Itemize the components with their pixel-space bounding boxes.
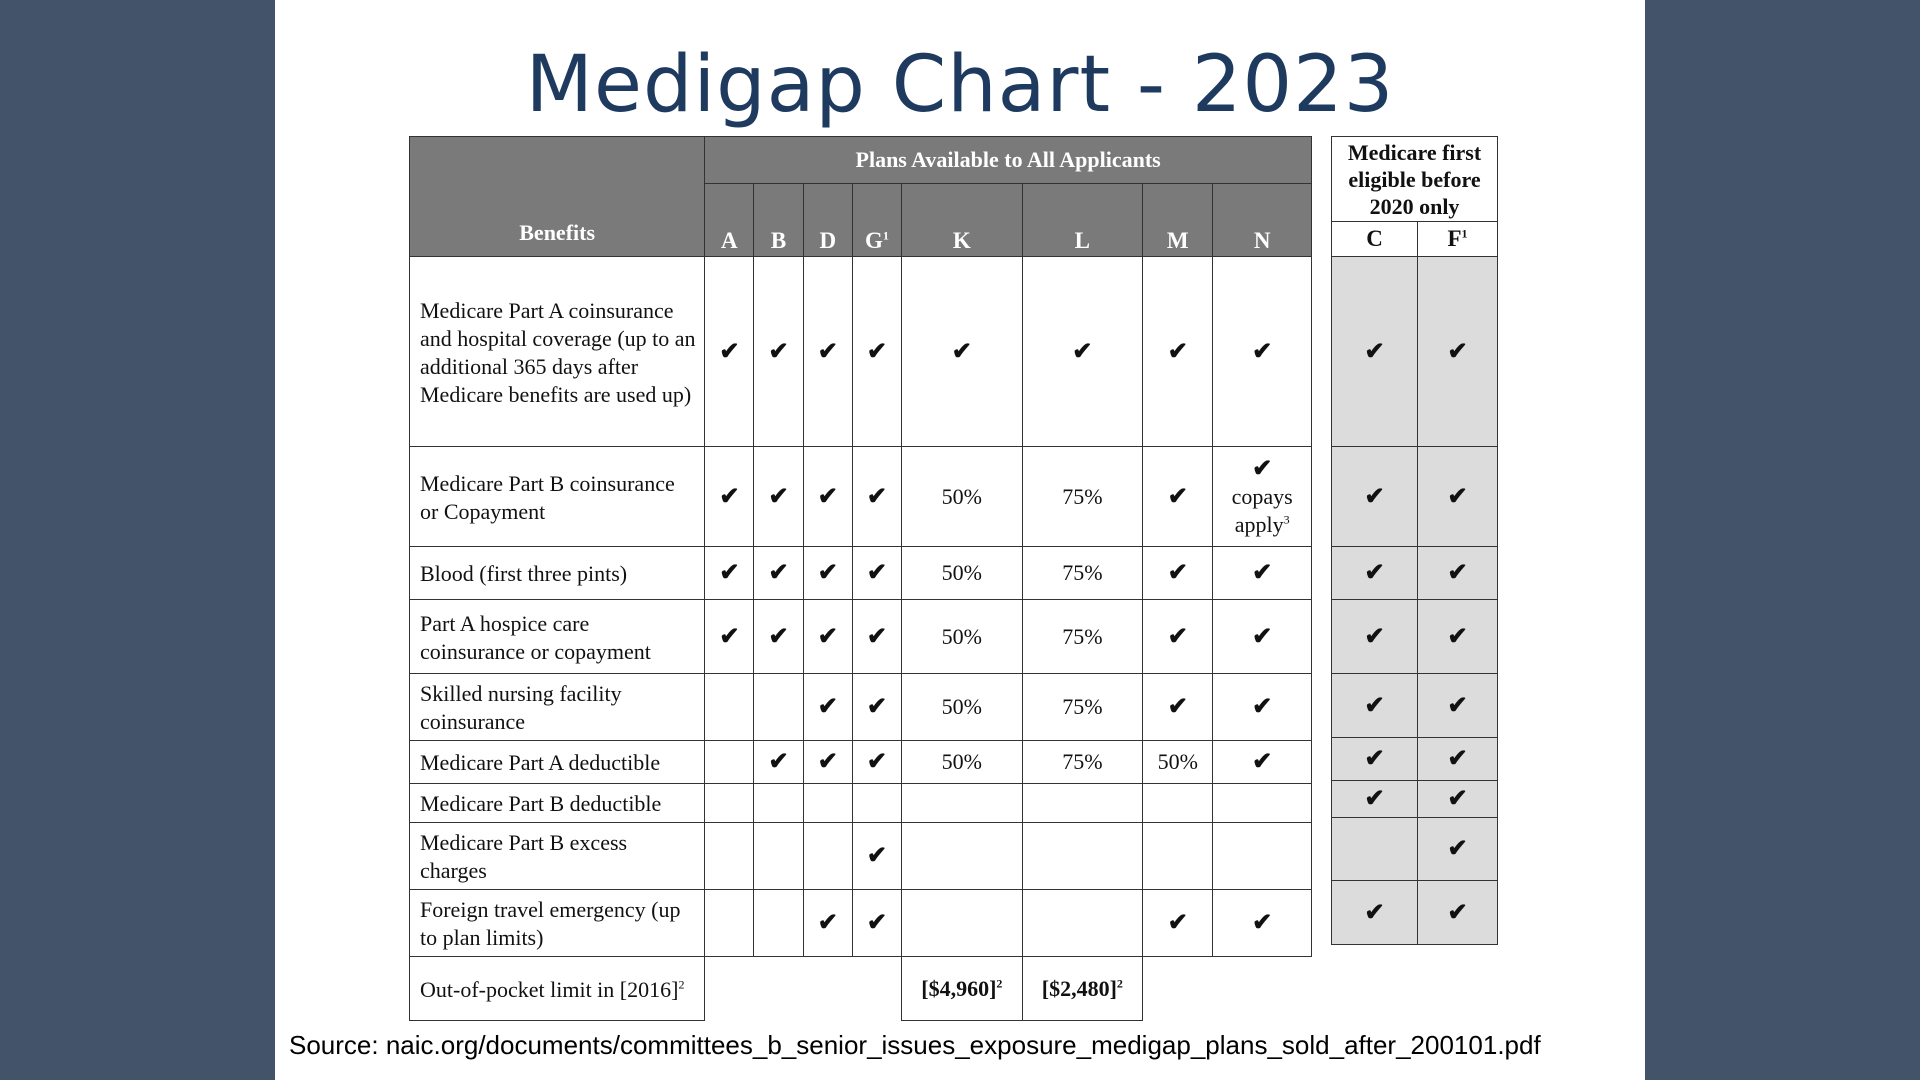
plan-cell [902, 890, 1023, 957]
table-row [1332, 547, 1498, 600]
benefit-label: Foreign travel emergency (up to plan limits) [410, 890, 705, 957]
check-mark: ✔ [1447, 623, 1468, 650]
plan-cell [1213, 823, 1312, 890]
plan-cell [1022, 447, 1143, 547]
plan-cell [803, 741, 852, 784]
check-mark: ✔ [866, 483, 888, 510]
check-mark: ✔ [866, 338, 888, 365]
source-note: Source: naic.org/documents/committees_b_senior_issues_exposure_medigap_plans_sold_after_200101.pdf [289, 1030, 1541, 1060]
plan-cell [803, 784, 852, 823]
check-mark: ✔ [1447, 786, 1468, 812]
benefit-label: Medicare Part B deductible [410, 784, 705, 823]
plan-cell [1332, 674, 1418, 738]
plan-cell [1022, 257, 1143, 447]
plan-cell [803, 447, 852, 547]
plan-cell [1143, 257, 1213, 447]
plan-cell [902, 447, 1023, 547]
plan-cell [705, 257, 754, 447]
plan-label: B [770, 228, 787, 253]
plan-header-n [1213, 184, 1312, 257]
plan-cell [902, 547, 1023, 600]
footnote-ref: 3 [1283, 512, 1290, 527]
check-mark: ✔ [1252, 910, 1273, 936]
plan-header-a [705, 184, 754, 257]
plan-cell [754, 890, 803, 957]
plan-cell [852, 257, 901, 447]
check-mark: ✔ [1447, 692, 1468, 719]
blank-cell [705, 957, 902, 1021]
plan-cell [803, 674, 852, 741]
plan-cell [1213, 674, 1312, 741]
plan-cell [705, 674, 754, 741]
plan-cell [852, 741, 901, 784]
coverage-value: 75% [1062, 694, 1103, 719]
plan-cell [705, 741, 754, 784]
plan-cell [902, 674, 1023, 741]
check-mark: ✔ [1364, 483, 1385, 510]
plan-cell [1143, 823, 1213, 890]
plan-cell [852, 674, 901, 741]
table-row [1332, 738, 1498, 781]
table-row [410, 674, 1312, 741]
plan-cell [902, 823, 1023, 890]
plan-cell [1143, 784, 1213, 823]
plan-header-l [1022, 184, 1143, 257]
plan-cell [1022, 784, 1143, 823]
coverage-value: 75% [1062, 623, 1103, 649]
benefit-label: Medicare Part A deductible [410, 741, 705, 784]
plans-group-header: Plans Available to All Applicants [705, 137, 1312, 184]
check-mark: ✔ [768, 623, 789, 650]
benefit-label: Skilled nursing facility coinsurance [410, 674, 705, 741]
plan-cell [1143, 547, 1213, 600]
table-row [1332, 881, 1498, 945]
table-row [1332, 447, 1498, 547]
plan-cell [705, 600, 754, 674]
coverage-value: 50% [941, 694, 982, 719]
plan-cell [1418, 257, 1498, 447]
check-mark: ✔ [817, 338, 838, 365]
coverage-value: 75% [1062, 560, 1103, 585]
check-mark: ✔ [1364, 746, 1385, 772]
plan-cell [754, 547, 803, 600]
check-mark: ✔ [866, 694, 888, 720]
plan-label: M [1166, 228, 1189, 253]
plan-label: L [1074, 228, 1091, 253]
table-row [410, 547, 1312, 600]
plan-cell [1022, 741, 1143, 784]
plan-cell [1332, 257, 1418, 447]
check-mark: ✔ [1072, 338, 1093, 365]
footnote-ref: 2 [1116, 976, 1123, 991]
check-mark: ✔ [1447, 836, 1468, 862]
plan-cell [1332, 881, 1418, 945]
check-mark: ✔ [1364, 899, 1385, 926]
plan-cell [852, 547, 901, 600]
oop-row [410, 957, 1312, 1021]
table-row [410, 257, 1312, 447]
check-mark: ✔ [1252, 338, 1273, 365]
check-mark: ✔ [817, 910, 838, 936]
plan-cell [1418, 600, 1498, 674]
oop-l-value: [$2,480]$^2$ [1022, 957, 1143, 1021]
plan-cell [1332, 447, 1418, 547]
table-row [410, 447, 1312, 547]
plan-cell [1213, 547, 1312, 600]
check-mark: ✔ [1364, 623, 1385, 650]
oop-k-value: [$4,960]$^2$ [902, 957, 1023, 1021]
plan-cell [1022, 600, 1143, 674]
check-mark: ✔ [1167, 338, 1188, 365]
check-mark: ✔ [817, 560, 838, 586]
plan-cell [1022, 674, 1143, 741]
check-mark: ✔ [1364, 692, 1385, 719]
check-mark: ✔ [817, 749, 838, 775]
plan-cell [1213, 741, 1312, 784]
plan-cell [705, 823, 754, 890]
check-mark: ✔ [866, 560, 888, 586]
table-row [410, 890, 1312, 957]
plan-cell [754, 823, 803, 890]
oop-label: Out-of-pocket limit in $[2016]^2$ [410, 957, 705, 1021]
check-mark: ✔ [866, 749, 888, 775]
coverage-value: 50% [941, 623, 982, 649]
plan-cell [1143, 890, 1213, 957]
blank-cell [1143, 957, 1312, 1021]
check-mark: ✔ [866, 623, 888, 650]
plan-cell [902, 257, 1023, 447]
slide [275, 0, 1645, 1080]
plan-cell [902, 600, 1023, 674]
check-mark: ✔ [1447, 899, 1468, 926]
footnote-ref: 2 [996, 976, 1003, 991]
benefit-label: Medicare Part B coinsurance or Copayment [410, 447, 705, 547]
plan-cell [1143, 600, 1213, 674]
plan-cell [902, 741, 1023, 784]
check-mark: ✔ [1364, 560, 1385, 586]
pre-2020-table [1331, 136, 1498, 945]
benefit-label: Medicare Part A coinsurance and hospital coverage (up to an additional 365 days after Medicare benefits are used up) [410, 257, 705, 447]
plan-cell [803, 547, 852, 600]
plan-cell [754, 784, 803, 823]
plan-cell [852, 600, 901, 674]
table-row [1332, 600, 1498, 674]
plan-cell [1213, 447, 1312, 547]
check-mark: ✔ [1447, 483, 1468, 510]
plan-cell [1332, 781, 1418, 818]
plan-cell [1418, 881, 1498, 945]
check-mark: ✔ [768, 483, 789, 510]
check-mark: ✔ [866, 843, 888, 869]
copays-note: apply$^3$ [1234, 511, 1290, 537]
plan-header-g [852, 184, 901, 257]
plan-cell [754, 600, 803, 674]
plan-cell [1022, 547, 1143, 600]
check-mark: ✔ [1364, 338, 1385, 365]
check-mark: ✔ [1447, 338, 1468, 365]
plan-cell [852, 447, 901, 547]
check-mark: ✔ [1252, 749, 1273, 775]
table-row [1332, 818, 1498, 881]
plan-cell [1213, 784, 1312, 823]
plan-cell [705, 547, 754, 600]
check-mark: ✔ [1167, 560, 1188, 586]
plan-cell [1022, 890, 1143, 957]
coverage-value: 50% [941, 560, 982, 585]
plan-header-c: C [1332, 222, 1418, 257]
plan-cell [1418, 447, 1498, 547]
plan-cell [705, 784, 754, 823]
check-mark: ✔ [866, 910, 888, 936]
check-mark: ✔ [719, 623, 740, 650]
check-mark: ✔ [1252, 455, 1273, 482]
plan-cell [1418, 547, 1498, 600]
plan-cell [1213, 257, 1312, 447]
check-mark: ✔ [719, 483, 740, 510]
check-mark: ✔ [719, 560, 740, 586]
plan-cell [852, 784, 901, 823]
plan-cell [754, 674, 803, 741]
plan-label: $G^1$ [865, 228, 889, 253]
plan-cell [1332, 600, 1418, 674]
footnote-ref: 2 [678, 977, 685, 992]
coverage-value: 50% [941, 483, 982, 509]
check-mark: ✔ [768, 749, 789, 775]
plan-cell [803, 600, 852, 674]
benefit-label: Blood (first three pints) [410, 547, 705, 600]
plan-header-b [754, 184, 803, 257]
table-row [1332, 781, 1498, 818]
plan-cell [705, 890, 754, 957]
table-row [1332, 674, 1498, 738]
check-mark: ✔ [1252, 560, 1273, 586]
check-mark: ✔ [1447, 560, 1468, 586]
check-mark: ✔ [768, 560, 789, 586]
plan-cell [705, 447, 754, 547]
plan-cell [1418, 818, 1498, 881]
coverage-value: 75% [1062, 749, 1103, 774]
benefit-label: Medicare Part B excess charges [410, 823, 705, 890]
plan-cell [1332, 547, 1418, 600]
footnote-ref: 1 [882, 228, 889, 243]
plan-cell [852, 823, 901, 890]
coverage-value: 50% [941, 749, 982, 774]
coverage-value: 75% [1062, 483, 1103, 509]
plan-cell [803, 823, 852, 890]
plans-table [409, 136, 1312, 1021]
footnote-ref: 1 [1461, 226, 1468, 241]
plan-cell [1022, 823, 1143, 890]
plan-label: N [1253, 228, 1271, 253]
check-mark: ✔ [1252, 694, 1273, 720]
check-mark: ✔ [1167, 623, 1188, 650]
check-mark: ✔ [817, 694, 838, 720]
table-row [1332, 257, 1498, 447]
plan-cell [1418, 781, 1498, 818]
plan-cell [803, 890, 852, 957]
coverage-value: 50% [1157, 749, 1198, 774]
table-row [410, 823, 1312, 890]
table-row [410, 741, 1312, 784]
check-mark: ✔ [1447, 746, 1468, 772]
check-mark: ✔ [719, 338, 740, 365]
plan-header-d [803, 184, 852, 257]
check-mark: ✔ [817, 483, 838, 510]
plan-label: K [952, 228, 971, 253]
plan-cell [1213, 600, 1312, 674]
plan-cell [1143, 674, 1213, 741]
plan-cell [1213, 890, 1312, 957]
plan-cell [902, 784, 1023, 823]
plan-header-k [902, 184, 1023, 257]
plan-label: A [721, 228, 738, 253]
plan-label: D [819, 228, 837, 253]
side-group-header: Medicare first eligible before 2020 only [1332, 137, 1498, 222]
plan-cell [754, 447, 803, 547]
copays-note: copays [1231, 483, 1293, 509]
table-row [410, 600, 1312, 674]
plan-cell [803, 257, 852, 447]
plan-cell [1143, 447, 1213, 547]
plan-cell [1332, 738, 1418, 781]
benefit-label: Part A hospice care coinsurance or copayment [410, 600, 705, 674]
check-mark: ✔ [817, 623, 838, 650]
benefits-header: Benefits [410, 137, 705, 257]
plan-header-f: $F^1$ [1418, 222, 1498, 257]
plan-cell [1418, 674, 1498, 738]
plan-cell [852, 890, 901, 957]
check-mark: ✔ [1167, 483, 1188, 510]
table-row [410, 784, 1312, 823]
plan-cell [754, 741, 803, 784]
plan-cell [1332, 818, 1418, 881]
plan-cell [754, 257, 803, 447]
check-mark: ✔ [1252, 623, 1273, 650]
plan-cell [1143, 741, 1213, 784]
plan-cell [1418, 738, 1498, 781]
plan-header-m [1143, 184, 1213, 257]
check-mark: ✔ [1364, 786, 1385, 812]
page-title: Medigap Chart - 2023 [525, 40, 1395, 130]
check-mark: ✔ [768, 338, 789, 365]
check-mark: ✔ [951, 338, 972, 365]
check-mark: ✔ [1167, 694, 1188, 720]
check-mark: ✔ [1167, 910, 1188, 936]
